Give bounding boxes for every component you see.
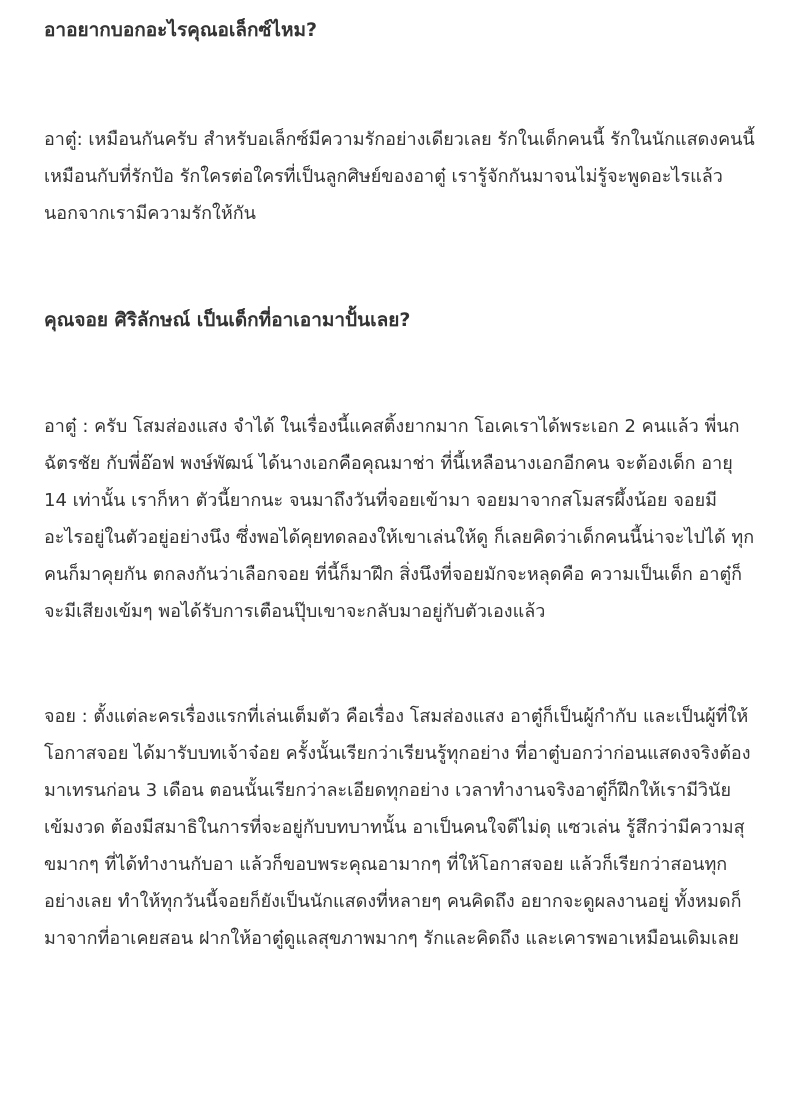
answer-paragraph: จอย : ตั้งแต่ละครเรื่องแรกที่เล่นเต็มตัว คือเรื่อง โสมส่องแสง อาตู๋ก็เป็นผู้กำกับ และเป็นผู้ที่ให้โอกาสจอย ได้มารับบทเจ้าจ๋อย ครั้งนั้นเรียกว่าเรียนรู้ทุกอย่าง ที่อาตู๋บอกว่าก่อนแสดงจริงต้องมาเทรนก่อน 3 เดือน ตอนนั้นเรียกว่าละเอียดทุกอย่าง เวลาทำงานจริงอาตู๋ก็ฝึกให้เรามีวินัย เข้มงวด ต้องมีสมาธิในการที่จะอยู่กับบทบาทนั้น อาเป็นคนใจดีไม่ดุ แซวเล่น รู้สึกว่ามีความสุขมากๆ ที่ได้ทำงานกับอา แล้วก็ขอบพระคุณอามากๆ ที่ให้โอกาสจอย แล้วก็เรียกว่าสอนทุกอย่างเลย ทำให้ทุกวันนี้จอยก็ยังเป็นนักแสดงที่หลายๆ คนคิดถึง อยากจะดูผลงานอยู่ ทั้งหมดก็มาจากที่อาเคยสอน ฝากให้อาตู๋ดูแลสุขภาพมากๆ รักและคิดถึง และเคารพอาเหมือนเดิมเลย bbox=[44, 706, 751, 949]
answer-paragraph: อาตู๋ : ครับ โสมส่องแสง จำได้ ในเรื่องนี้แคสติ้งยากมาก โอเคเราได้พระเอก 2 คนแล้ว พี่นก ฉัตรชัย กับพี่อ๊อฟ พงษ์พัฒน์ ได้นางเอกคือคุณมาช่า ที่นี้เหลือนางเอกอีกคน จะต้องเด็ก อายุ 14 เท่านั้น เราก็หา ตัวนี้ยากนะ จนมาถึงวันที่จอยเข้ามา จอยมาจากสโมสรผึ้งน้อย จอยมีอะไรอยู่ในตัวอยู่อย่างนึง ซึ่งพอได้คุยทดลองให้เขาเล่นให้ดู ก็เลยคิดว่าเด็กคนนี้น่าจะไปได้ ทุกคนก็มาคุยกัน ตกลงกันว่าเลือกจอย ที่นี้ก็มาฝึก สิ่งนึงที่จอยมักจะหลุดคือ ความเป็นเด็ก อาตู๋ก็จะมีเสียงเข้มๆ พอได้รับการเตือนปุ๊บเขาจะกลับมาอยู่กับตัวเองแล้ว bbox=[44, 416, 755, 622]
answer-paragraph: อาตู๋: เหมือนกันครับ สำหรับอเล็กซ์มีความรักอย่างเดียวเลย รักในเด็กคนนี้ รักในนักแสดงคนนี้เหมือนกับที่รักป้อ รักใครต่อใครที่เป็นลูกศิษย์ของอาตู๋ เรารู้จักกันมาจนไม่รู้จะพูดอะไรแล้ว นอกจากเรามีความรักให้กัน bbox=[44, 129, 755, 224]
question-heading: อาอยากบอกอะไรคุณอเล็กซ์ไหม? bbox=[44, 19, 318, 41]
question-heading: คุณจอย ศิริลักษณ์ เป็นเด็กที่อาเอามาปั้นเลย? bbox=[44, 309, 411, 331]
